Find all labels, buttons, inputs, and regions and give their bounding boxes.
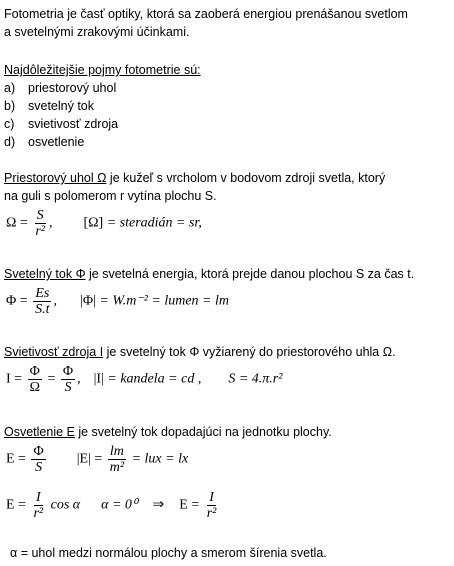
unit-lhs: |E| (76, 451, 91, 467)
list-marker: d) (4, 135, 16, 149)
angle-condition: α = 0⁰ (101, 497, 138, 513)
intensity-formula: I = $\frac{\Phi}{\Omega}$ = $\frac{\Phi}{S}$ , |I| = kandela = cd , S = 4.π.r² (6, 364, 283, 395)
formula-lhs: Φ = (6, 293, 28, 309)
fraction: $\frac{I}{\text{r²}}$ (33, 490, 44, 521)
concepts-heading: Najdôležitejšie pojmy fotometrie sú: (4, 63, 201, 77)
flux-term: Svetelný tok Φ (4, 267, 86, 281)
unit-rhs: = lux = lx (131, 451, 189, 467)
illuminance-term: Osvetlenie E (4, 425, 75, 439)
unit-lhs: |Φ| (80, 293, 96, 309)
illuminance-formula-1: E = $\frac{\Phi}{S}$ |E| = $\frac{lm}{\text{m²}}$ = lux = lx (6, 444, 189, 475)
list-item-text: svietivosť zdroja (28, 117, 119, 131)
illuminance-definition (4, 424, 332, 440)
list-marker: a) (4, 81, 16, 95)
fraction: $\frac{\Phi}{\Omega}$ (29, 364, 40, 395)
unit-rhs: = steradián = sr, (106, 215, 202, 231)
formula-lhs: E = (6, 497, 26, 513)
unit-rhs: = kandela = cd , (107, 371, 202, 387)
list-item-text: priestorový uhol (28, 81, 117, 95)
formula-lhs: Ω = (6, 215, 28, 231)
illuminance-def: je svetelný tok dopadajúci na jednotku plochy. (74, 425, 332, 439)
formula-lhs: I = (6, 371, 23, 387)
angle-note: α = uhol medzi normálou plochy a smerom šírenia svetla. (10, 546, 327, 560)
intensity-def: je svetelný tok Φ vyžiarený do priestorového uhla Ω. (103, 345, 396, 359)
solid-angle-term: Priestorový uhol Ω (4, 171, 107, 185)
solid-angle-def: je kužeľ s vrcholom v bodovom zdroji svetla, ktorý (106, 171, 386, 185)
sphere-area: S = 4.π.r² (228, 371, 283, 387)
unit-rhs: = W.m⁻² = lumen = lm (99, 293, 230, 309)
solid-angle-definition-2: na guli s polomerom r vytína plochu S. (4, 189, 217, 203)
solid-angle-definition-1 (4, 170, 385, 186)
flux-def: je svetelná energia, ktorá prejde danou plochou S za čas t. (85, 267, 415, 281)
intro-line-2: a svetelnými zrakovými účinkami. (4, 25, 190, 39)
fraction: $\frac{lm}{\text{m²}}$ (109, 444, 125, 475)
list-item-text: svetelný tok (28, 99, 95, 113)
intro-line-1: Fotometria je časť optiky, ktorá sa zaoberá energiou prenášanou svetlom (4, 7, 408, 21)
intensity-term: Svietivosť zdroja I (4, 345, 104, 359)
list-marker: c) (4, 117, 15, 131)
intensity-definition (4, 344, 396, 360)
flux-formula: Φ = $\frac{Es}{S.t}$ , |Φ| = W.m⁻² = lumen = lm (6, 286, 230, 317)
flux-definition (4, 266, 414, 282)
cosine-term: cos α (50, 497, 81, 513)
fraction: $\frac{I}{\text{r²}}$ (206, 490, 217, 521)
unit-lhs: |I| (93, 371, 104, 387)
implies-arrow-icon: ⇒ (152, 497, 165, 513)
solid-angle-formula: Ω = $\frac{S}{\text{r²}}$ , [Ω] = steradián = sr, (6, 208, 202, 239)
list-marker: b) (4, 99, 16, 113)
formula-lhs: E = (6, 451, 26, 467)
fraction: $\frac{\Phi}{S}$ (33, 444, 44, 475)
list-item-text: osvetlenie (28, 135, 85, 149)
fraction: $\frac{S}{\text{r²}}$ (35, 208, 45, 239)
fraction: $\frac{\Phi}{S}$ (62, 364, 74, 395)
fraction: $\frac{Es}{S.t}$ (35, 286, 50, 317)
illuminance-formula-2: E = $\frac{I}{\text{r²}}$ cos α α = 0⁰ ⇒ E = $\frac{I}{\text{r²}}$ (6, 490, 217, 521)
unit-lhs: [Ω] (83, 215, 104, 231)
